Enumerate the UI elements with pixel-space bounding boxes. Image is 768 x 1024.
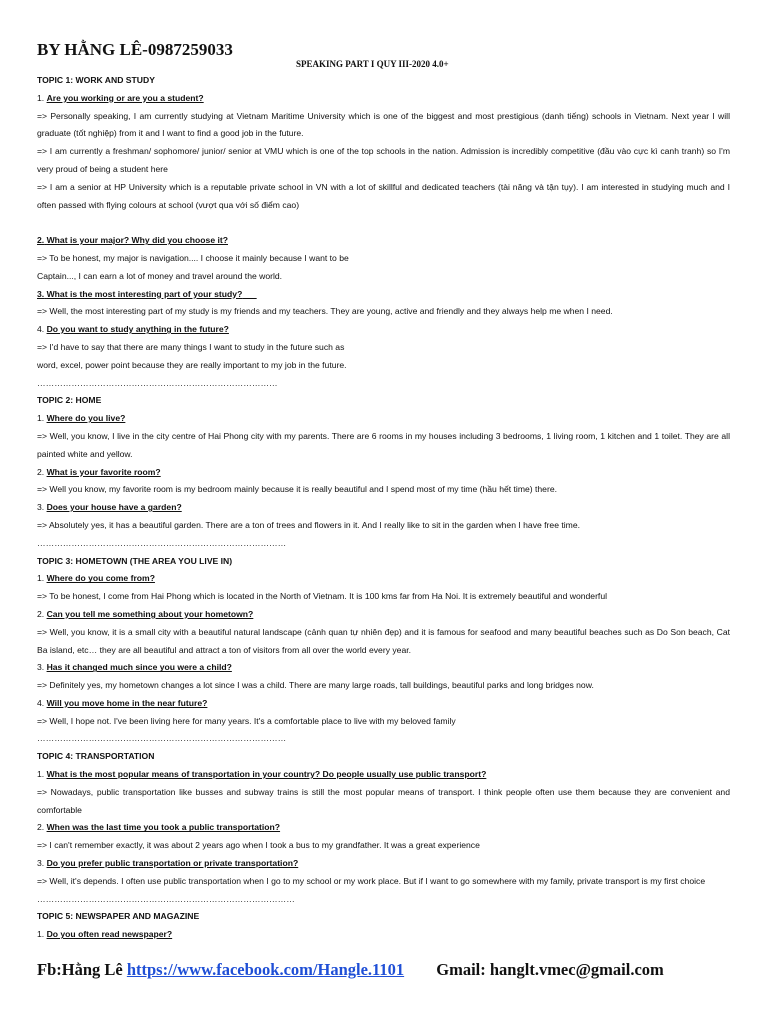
question-line: 1. Where do you live? [37, 413, 126, 424]
question-line: 4. Do you want to study anything in the future? [37, 324, 229, 335]
question-line: 3. Has it changed much since you were a child? [37, 662, 232, 673]
answer-line: Captain..., I can earn a lot of money and travel around the world. [37, 270, 283, 281]
answer-line: => Well, you know, I live in the city centre of Hai Phong city with my parents. There are 6 rooms in my houses including 3 bedrooms, 1 living room, 1 kitchen and 1 toilet. They are all painted white and yellow. [37, 430, 730, 459]
question-line: 1. Do you often read newspaper? [37, 929, 173, 940]
question-text: Do you want to study anything in the future? [46, 324, 229, 335]
question-text: What is the most popular means of transportation in your country? Do people usually use public transport? [46, 769, 487, 780]
separator-dots: ………………………………………………………………………… [37, 377, 278, 388]
question-text: Does your house have a garden? [46, 502, 182, 513]
separator-dots: …………………………………………………………………………… [37, 537, 287, 548]
answer-line: => Nowadays, public transportation like busses and subway trains is still the most popular means of transport. I think people often use them because they are convenient and comfortable [37, 786, 730, 815]
question-text: 3. What is the most interesting part of your study? [37, 288, 243, 299]
document-body [37, 72, 730, 944]
answer-line: => I'd have to say that there are many things I want to study in the future such as [37, 341, 345, 352]
question-line: 1. Where do you come from? [37, 573, 155, 584]
answer-line: => Well, it's depends. I often use public transportation when I go to my school or my work place. But if I want to go somewhere with my family, private transport is my first choice [37, 875, 706, 886]
answer-line: => To be honest, I come from Hai Phong which is located in the North of Vietnam. It is 100 kms far from Ha Noi. It is extremely beautiful and wonderful [37, 591, 608, 602]
answer-line: => I can't remember exactly, it was about 2 years ago when I took a bus to my grandfather. It was a great experience [37, 840, 480, 851]
facebook-link[interactable]: https://www.facebook.com/Hangle.1101 [126, 960, 405, 979]
answer-line: => Well, you know, it is a small city with a beautiful natural landscape (cảnh quan tự nhiên đẹp) and it is famous for seafood and many beautiful beaches such as Do Son beach, Cat Ba island, etc… they are all beautiful and attract a ton of visitors from all over the world every year. [37, 626, 730, 655]
answer-line: => I am a senior at HP University which is a reputable private school in VN with a lot of skillful and dedicated teachers (tài năng và tận tụy). I am interested in studying much and I often passed with flying colours at school (vượt qua với số điểm cao) [37, 181, 730, 210]
answer-line: => Definitely yes, my hometown changes a lot since I was a child. There are many large roads, tall buildings, beautiful parks and long bridges now. [37, 680, 594, 691]
separator-dots: …………………………………………………………………………… [37, 733, 287, 744]
topic-heading: TOPIC 3: HOMETOWN (THE AREA YOU LIVE IN) [37, 555, 233, 566]
document-title: SPEAKING PART I QUY III-2020 4.0+ [296, 59, 449, 69]
question-text: Do you prefer public transportation or private transportation? [46, 858, 299, 869]
topic-heading: TOPIC 1: WORK AND STUDY [37, 75, 155, 85]
question-text: Can you tell me something about your hometown? [46, 608, 254, 619]
author-heading: BY HẰNG LÊ-0987259033 [37, 40, 233, 59]
question-line: 4. Will you move home in the near future? [37, 697, 208, 708]
question-text: Will you move home in the near future? [46, 697, 208, 708]
separator-dots: ……………………………………………………………………………… [37, 893, 295, 904]
contact-footer [37, 960, 737, 980]
question-line: 3. Does your house have a garden? [37, 502, 182, 513]
question-text: When was the last time you took a public transportation? [46, 822, 281, 833]
question-line: 2. What is your favorite room? [37, 466, 161, 477]
answer-line: => Well you know, my favorite room is my bedroom mainly because it is really beautiful and I spend most of my time (hầu hết time) there. [37, 484, 557, 495]
question-text: Where do you live? [46, 413, 126, 424]
answer-line: => Well, the most interesting part of my study is my friends and my teachers. They are young, active and friendly and they always help me when I need. [37, 306, 613, 317]
question-line: 1. What is the most popular means of transportation in your country? Do people usually use public transport? [37, 769, 487, 780]
answer-line: => Well, I hope not. I've been living here for many years. It's a comfortable place to live with my beloved family [37, 715, 456, 726]
question-line: 3. Do you prefer public transportation or private transportation? [37, 858, 299, 869]
question-text: Has it changed much since you were a child? [46, 662, 232, 673]
topic-heading: TOPIC 4: TRANSPORTATION [37, 751, 155, 762]
question-text: Do you often read newspaper? [46, 929, 173, 940]
question-text: Are you working or are you a student? [46, 92, 204, 103]
question-text: 2. What is your major? Why did you choose it? [37, 235, 228, 246]
question-line: 2. Can you tell me something about your hometown? [37, 608, 254, 619]
question-line [37, 232, 730, 250]
spacer [37, 214, 730, 232]
answer-line: => Personally speaking, I am currently studying at Vietnam Maritime University which is one of the biggest and most prestigious (danh tiếng) schools in Vietnam. Next year I will graduate (tốt nghiệp) from it and I want to find a good job in the future. [37, 110, 730, 139]
question-line: 1. Are you working or are you a student? [37, 92, 204, 103]
question-line [37, 286, 730, 304]
answer-line: => Absolutely yes, it has a beautiful garden. There are a ton of trees and flowers in it. And I really like to sit in the garden when I have free time. [37, 519, 580, 530]
question-text: What is your favorite room? [46, 466, 161, 477]
facebook-label: Fb:Hằng Lê [37, 960, 123, 979]
topic-heading: TOPIC 2: HOME [37, 395, 102, 406]
answer-line: word, excel, power point because they are really important to my job in the future. [37, 359, 347, 370]
answer-line: => I am currently a freshman/ sophomore/ junior/ senior at VMU which is one of the top schools in the nation. Admission is incredibly competitive (đầu vào cực kì canh tranh) so I'm very proud of being a student here [37, 146, 730, 174]
question-text: Where do you come from? [46, 573, 155, 584]
gmail-contact: Gmail: hanglt.vmec@gmail.com [436, 960, 664, 979]
topic-heading: TOPIC 5: NEWSPAPER AND MAGAZINE [37, 911, 200, 922]
question-line: 2. When was the last time you took a public transportation? [37, 822, 281, 833]
answer-line: => To be honest, my major is navigation.... I choose it mainly because I want to be [37, 252, 349, 263]
